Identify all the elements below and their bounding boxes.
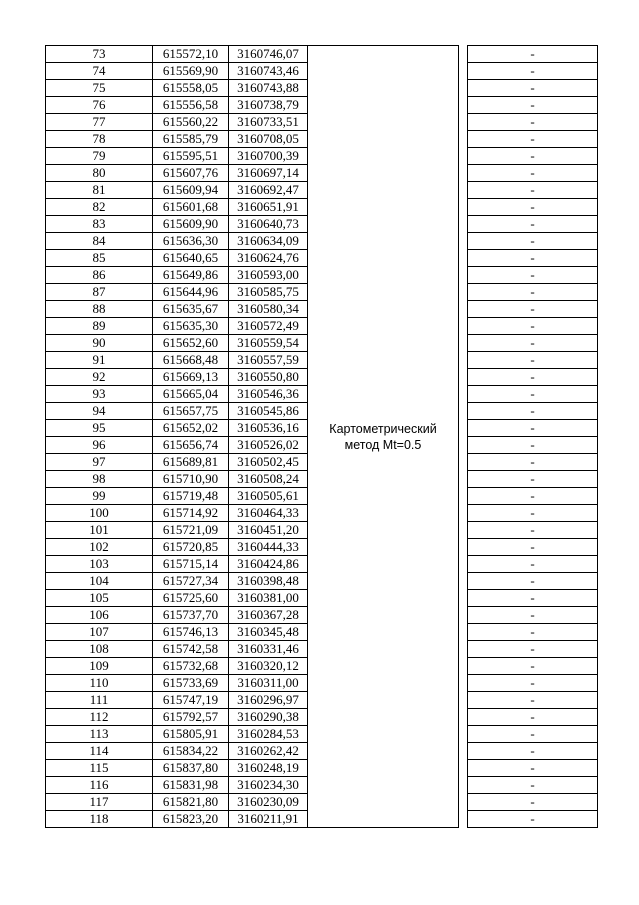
- y-coordinate-cell: 3160464,33: [229, 505, 308, 522]
- x-coordinate-cell: 615609,94: [153, 182, 229, 199]
- value-cell: -: [468, 590, 598, 607]
- x-coordinate-cell: 615569,90: [153, 63, 229, 80]
- value-cell: -: [468, 437, 598, 454]
- x-coordinate-cell: 615635,67: [153, 301, 229, 318]
- point-number-cell: 92: [46, 369, 153, 386]
- point-number-cell: 88: [46, 301, 153, 318]
- point-number-cell: 106: [46, 607, 153, 624]
- x-coordinate-cell: 615737,70: [153, 607, 229, 624]
- point-number-cell: 78: [46, 131, 153, 148]
- point-number-cell: 102: [46, 539, 153, 556]
- point-number-cell: 73: [46, 46, 153, 63]
- point-number-cell: 114: [46, 743, 153, 760]
- value-cell: -: [468, 182, 598, 199]
- x-coordinate-cell: 615665,04: [153, 386, 229, 403]
- point-number-cell: 99: [46, 488, 153, 505]
- point-number-cell: 111: [46, 692, 153, 709]
- y-coordinate-cell: 3160559,54: [229, 335, 308, 352]
- y-coordinate-cell: 3160572,49: [229, 318, 308, 335]
- value-cell: -: [468, 420, 598, 437]
- value-cell: -: [468, 369, 598, 386]
- point-number-cell: 104: [46, 573, 153, 590]
- x-coordinate-cell: 615733,69: [153, 675, 229, 692]
- y-coordinate-cell: 3160296,97: [229, 692, 308, 709]
- value-cell: -: [468, 63, 598, 80]
- value-cell: -: [468, 284, 598, 301]
- point-number-cell: 97: [46, 454, 153, 471]
- x-coordinate-cell: 615792,57: [153, 709, 229, 726]
- x-coordinate-cell: 615649,86: [153, 267, 229, 284]
- y-coordinate-cell: 3160444,33: [229, 539, 308, 556]
- point-number-cell: 112: [46, 709, 153, 726]
- point-number-cell: 87: [46, 284, 153, 301]
- point-number-cell: 105: [46, 590, 153, 607]
- y-coordinate-cell: 3160743,46: [229, 63, 308, 80]
- value-cell: -: [468, 114, 598, 131]
- table-row: [46, 46, 598, 63]
- point-number-cell: 118: [46, 811, 153, 828]
- x-coordinate-cell: 615560,22: [153, 114, 229, 131]
- point-number-cell: 108: [46, 641, 153, 658]
- point-number-cell: 75: [46, 80, 153, 97]
- y-coordinate-cell: 3160743,88: [229, 80, 308, 97]
- point-number-cell: 115: [46, 760, 153, 777]
- value-cell: -: [468, 726, 598, 743]
- coordinates-table: [45, 45, 598, 828]
- y-coordinate-cell: 3160211,91: [229, 811, 308, 828]
- value-cell: -: [468, 488, 598, 505]
- x-coordinate-cell: 615689,81: [153, 454, 229, 471]
- value-cell: -: [468, 403, 598, 420]
- point-number-cell: 103: [46, 556, 153, 573]
- x-coordinate-cell: 615644,96: [153, 284, 229, 301]
- value-cell: -: [468, 641, 598, 658]
- value-cell: -: [468, 624, 598, 641]
- method-line-1: Картометрический: [329, 421, 437, 436]
- x-coordinate-cell: 615652,02: [153, 420, 229, 437]
- x-coordinate-cell: 615834,22: [153, 743, 229, 760]
- y-coordinate-cell: 3160700,39: [229, 148, 308, 165]
- y-coordinate-cell: 3160508,24: [229, 471, 308, 488]
- value-cell: -: [468, 709, 598, 726]
- point-number-cell: 74: [46, 63, 153, 80]
- x-coordinate-cell: 615601,68: [153, 199, 229, 216]
- value-cell: -: [468, 658, 598, 675]
- point-number-cell: 93: [46, 386, 153, 403]
- value-cell: -: [468, 131, 598, 148]
- value-cell: -: [468, 556, 598, 573]
- x-coordinate-cell: 615656,74: [153, 437, 229, 454]
- x-coordinate-cell: 615572,10: [153, 46, 229, 63]
- x-coordinate-cell: 615668,48: [153, 352, 229, 369]
- point-number-cell: 100: [46, 505, 153, 522]
- y-coordinate-cell: 3160424,86: [229, 556, 308, 573]
- y-coordinate-cell: 3160311,00: [229, 675, 308, 692]
- x-coordinate-cell: 615640,65: [153, 250, 229, 267]
- point-number-cell: 113: [46, 726, 153, 743]
- x-coordinate-cell: 615710,90: [153, 471, 229, 488]
- value-cell: -: [468, 335, 598, 352]
- value-cell: -: [468, 454, 598, 471]
- x-coordinate-cell: 615558,05: [153, 80, 229, 97]
- x-coordinate-cell: 615721,09: [153, 522, 229, 539]
- value-cell: -: [468, 505, 598, 522]
- value-cell: -: [468, 573, 598, 590]
- y-coordinate-cell: 3160545,86: [229, 403, 308, 420]
- value-cell: -: [468, 675, 598, 692]
- y-coordinate-cell: 3160367,28: [229, 607, 308, 624]
- y-coordinate-cell: 3160634,09: [229, 233, 308, 250]
- y-coordinate-cell: 3160557,59: [229, 352, 308, 369]
- point-number-cell: 82: [46, 199, 153, 216]
- x-coordinate-cell: 615746,13: [153, 624, 229, 641]
- value-cell: -: [468, 352, 598, 369]
- value-cell: -: [468, 233, 598, 250]
- y-coordinate-cell: 3160697,14: [229, 165, 308, 182]
- point-number-cell: 81: [46, 182, 153, 199]
- x-coordinate-cell: 615821,80: [153, 794, 229, 811]
- y-coordinate-cell: 3160502,45: [229, 454, 308, 471]
- point-number-cell: 85: [46, 250, 153, 267]
- y-coordinate-cell: 3160550,80: [229, 369, 308, 386]
- value-cell: -: [468, 301, 598, 318]
- point-number-cell: 98: [46, 471, 153, 488]
- x-coordinate-cell: 615725,60: [153, 590, 229, 607]
- x-coordinate-cell: 615715,14: [153, 556, 229, 573]
- y-coordinate-cell: 3160546,36: [229, 386, 308, 403]
- x-coordinate-cell: 615742,58: [153, 641, 229, 658]
- spacer-cell: [459, 46, 468, 828]
- value-cell: -: [468, 539, 598, 556]
- y-coordinate-cell: 3160580,34: [229, 301, 308, 318]
- value-cell: -: [468, 80, 598, 97]
- x-coordinate-cell: 615823,20: [153, 811, 229, 828]
- y-coordinate-cell: 3160624,76: [229, 250, 308, 267]
- x-coordinate-cell: 615652,60: [153, 335, 229, 352]
- x-coordinate-cell: 615669,13: [153, 369, 229, 386]
- value-cell: -: [468, 692, 598, 709]
- point-number-cell: 79: [46, 148, 153, 165]
- y-coordinate-cell: 3160593,00: [229, 267, 308, 284]
- y-coordinate-cell: 3160262,42: [229, 743, 308, 760]
- x-coordinate-cell: 615595,51: [153, 148, 229, 165]
- y-coordinate-cell: 3160526,02: [229, 437, 308, 454]
- y-coordinate-cell: 3160234,30: [229, 777, 308, 794]
- point-number-cell: 80: [46, 165, 153, 182]
- point-number-cell: 89: [46, 318, 153, 335]
- y-coordinate-cell: 3160398,48: [229, 573, 308, 590]
- point-number-cell: 90: [46, 335, 153, 352]
- y-coordinate-cell: 3160640,73: [229, 216, 308, 233]
- point-number-cell: 91: [46, 352, 153, 369]
- point-number-cell: 95: [46, 420, 153, 437]
- x-coordinate-cell: 615585,79: [153, 131, 229, 148]
- value-cell: -: [468, 148, 598, 165]
- x-coordinate-cell: 615635,30: [153, 318, 229, 335]
- x-coordinate-cell: 615607,76: [153, 165, 229, 182]
- y-coordinate-cell: 3160345,48: [229, 624, 308, 641]
- method-cell: [308, 46, 459, 828]
- y-coordinate-cell: 3160692,47: [229, 182, 308, 199]
- value-cell: -: [468, 811, 598, 828]
- point-number-cell: 117: [46, 794, 153, 811]
- x-coordinate-cell: 615556,58: [153, 97, 229, 114]
- y-coordinate-cell: 3160331,46: [229, 641, 308, 658]
- y-coordinate-cell: 3160230,09: [229, 794, 308, 811]
- y-coordinate-cell: 3160284,53: [229, 726, 308, 743]
- value-cell: -: [468, 97, 598, 114]
- y-coordinate-cell: 3160651,91: [229, 199, 308, 216]
- value-cell: -: [468, 760, 598, 777]
- value-cell: -: [468, 250, 598, 267]
- y-coordinate-cell: 3160451,20: [229, 522, 308, 539]
- coordinates-table-body: [46, 46, 598, 828]
- value-cell: -: [468, 216, 598, 233]
- x-coordinate-cell: 615837,80: [153, 760, 229, 777]
- point-number-cell: 101: [46, 522, 153, 539]
- y-coordinate-cell: 3160708,05: [229, 131, 308, 148]
- value-cell: -: [468, 267, 598, 284]
- method-line-2: метод Mt=0.5: [344, 437, 422, 452]
- y-coordinate-cell: 3160733,51: [229, 114, 308, 131]
- point-number-cell: 96: [46, 437, 153, 454]
- y-coordinate-cell: 3160746,07: [229, 46, 308, 63]
- y-coordinate-cell: 3160536,16: [229, 420, 308, 437]
- x-coordinate-cell: 615727,34: [153, 573, 229, 590]
- x-coordinate-cell: 615720,85: [153, 539, 229, 556]
- y-coordinate-cell: 3160290,38: [229, 709, 308, 726]
- y-coordinate-cell: 3160248,19: [229, 760, 308, 777]
- y-coordinate-cell: 3160381,00: [229, 590, 308, 607]
- y-coordinate-cell: 3160738,79: [229, 97, 308, 114]
- point-number-cell: 116: [46, 777, 153, 794]
- x-coordinate-cell: 615719,48: [153, 488, 229, 505]
- x-coordinate-cell: 615714,92: [153, 505, 229, 522]
- value-cell: -: [468, 607, 598, 624]
- y-coordinate-cell: 3160320,12: [229, 658, 308, 675]
- point-number-cell: 76: [46, 97, 153, 114]
- y-coordinate-cell: 3160505,61: [229, 488, 308, 505]
- x-coordinate-cell: 615657,75: [153, 403, 229, 420]
- x-coordinate-cell: 615747,19: [153, 692, 229, 709]
- x-coordinate-cell: 615805,91: [153, 726, 229, 743]
- point-number-cell: 77: [46, 114, 153, 131]
- value-cell: -: [468, 199, 598, 216]
- value-cell: -: [468, 46, 598, 63]
- x-coordinate-cell: 615636,30: [153, 233, 229, 250]
- point-number-cell: 86: [46, 267, 153, 284]
- value-cell: -: [468, 318, 598, 335]
- value-cell: -: [468, 794, 598, 811]
- value-cell: -: [468, 777, 598, 794]
- y-coordinate-cell: 3160585,75: [229, 284, 308, 301]
- point-number-cell: 84: [46, 233, 153, 250]
- value-cell: -: [468, 743, 598, 760]
- x-coordinate-cell: 615831,98: [153, 777, 229, 794]
- value-cell: -: [468, 386, 598, 403]
- point-number-cell: 110: [46, 675, 153, 692]
- x-coordinate-cell: 615732,68: [153, 658, 229, 675]
- value-cell: -: [468, 522, 598, 539]
- point-number-cell: 94: [46, 403, 153, 420]
- value-cell: -: [468, 165, 598, 182]
- point-number-cell: 107: [46, 624, 153, 641]
- point-number-cell: 109: [46, 658, 153, 675]
- value-cell: -: [468, 471, 598, 488]
- x-coordinate-cell: 615609,90: [153, 216, 229, 233]
- point-number-cell: 83: [46, 216, 153, 233]
